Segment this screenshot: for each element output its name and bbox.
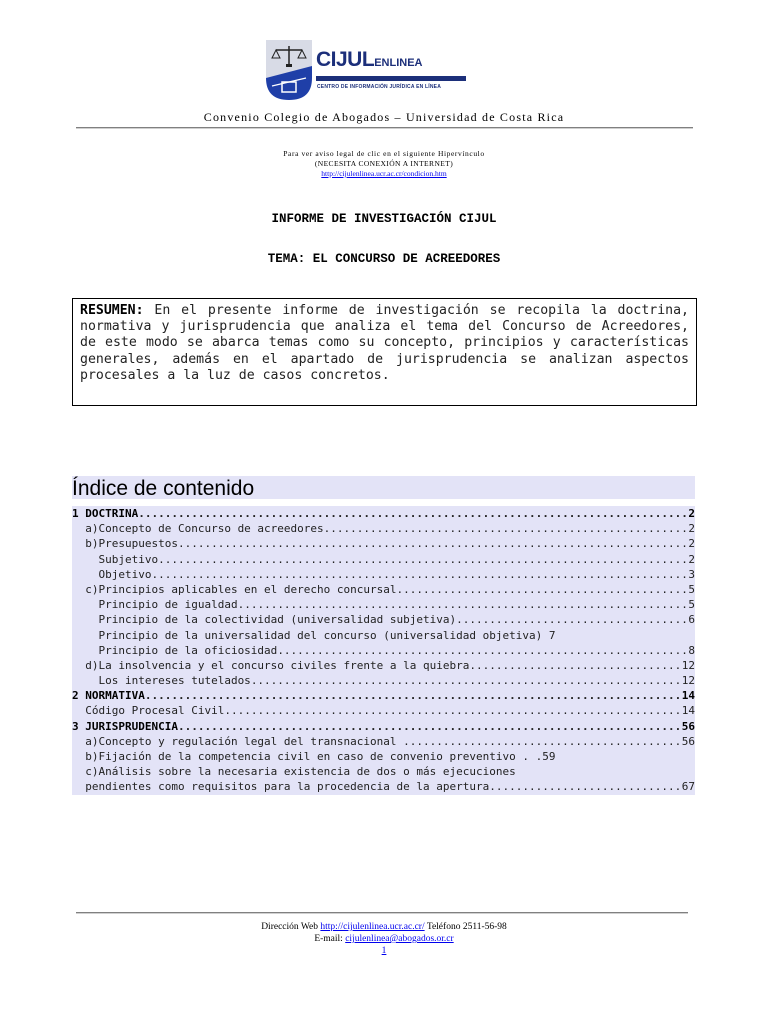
index-heading: Índice de contenido: [72, 476, 695, 499]
toc-leader-dots: [178, 719, 681, 734]
phone-text: Teléfono 2511-56-98: [424, 922, 507, 932]
footer-web-line: [0, 921, 768, 933]
report-topic: TEMA: EL CONCURSO DE ACREEDORES: [267, 252, 501, 266]
legal-link-wrapper: [0, 169, 768, 179]
toc-entry-label: c)Principios aplicables en el derecho concursal: [72, 582, 397, 596]
toc-entry-page: 8: [688, 643, 695, 657]
toc-leader-dots: [403, 734, 681, 749]
toc-entry-page: 12: [681, 674, 695, 688]
toc-entry[interactable]: [72, 779, 695, 794]
toc-entry-page: 2: [688, 507, 695, 520]
toc-entry-label: b)Fijación de la competencia civil en caso de convenio preventivo . .59: [72, 750, 556, 763]
toc-entry[interactable]: [72, 628, 695, 643]
toc-leader-dots: [456, 612, 687, 627]
toc-entry[interactable]: [72, 521, 695, 536]
connection-note: (NECESITA CONEXIÓN A INTERNET): [314, 159, 454, 168]
legal-notice-link[interactable]: http://cijulenlinea.ucr.ac.cr/condicion.htm: [321, 169, 447, 178]
email-link[interactable]: cijulenlinea@abogados.or.cr: [345, 934, 454, 944]
toc-leader-dots: [151, 567, 687, 582]
toc-entry-label: Objetivo: [72, 567, 152, 581]
footer-divider: [76, 912, 688, 914]
toc-entry-label: Principio de la universalidad del concurso (universalidad objetiva) 7: [72, 628, 556, 642]
toc-leader-dots: [238, 597, 688, 612]
toc-entry[interactable]: [72, 734, 695, 749]
toc-entry[interactable]: [72, 552, 695, 567]
page-number[interactable]: 1: [381, 946, 387, 956]
toc-entry[interactable]: [72, 643, 695, 658]
toc-entry-page: 6: [688, 613, 695, 627]
summary-text: En el presente informe de investigación se recopila la doctrina, normativa y jurisprudencia que analiza el tema del Concurso de Acreedores, de este modo se abarca temas como su concepto, principios y características generales, además en el apartado de jurisprudencia se analizan aspectos procesales a la luz de casos concretos.: [80, 303, 689, 383]
toc-entry-page: 3: [688, 567, 695, 581]
toc-entry[interactable]: [72, 612, 695, 627]
logo-tagline: CENTRO DE INFORMACIÓN JURÍDICA EN LÍNEA: [317, 84, 442, 90]
toc-entry[interactable]: [72, 658, 695, 673]
toc-entry-label: d)La insolvencia y el concurso civiles frente a la quiebra: [72, 658, 470, 672]
toc-entry-label: b)Presupuestos: [72, 537, 178, 551]
toc-entry-page: 67: [681, 780, 695, 794]
toc-entry[interactable]: [72, 688, 695, 703]
toc-leader-dots: [489, 779, 681, 794]
toc-entry-label: 3 JURISPRUDENCIA: [72, 719, 178, 733]
toc-entry[interactable]: [72, 673, 695, 688]
toc-entry-label: Principio de la oficiosidad: [72, 643, 278, 657]
toc-entry-label: Código Procesal Civil: [72, 704, 225, 718]
toc-entry[interactable]: [72, 597, 695, 612]
toc-leader-dots: [324, 521, 688, 536]
toc-entry[interactable]: [72, 567, 695, 582]
toc-leader-dots: [178, 536, 687, 551]
toc-entry-page: 56: [681, 719, 695, 733]
toc-entry[interactable]: [72, 506, 695, 521]
footer-email-line: [0, 933, 768, 945]
summary-label: RESUMEN:: [80, 303, 144, 318]
toc-entry-label: 1 DOCTRINA: [72, 507, 139, 520]
toc-entry-page: 14: [681, 689, 695, 703]
toc-entry[interactable]: [72, 719, 695, 734]
toc-entry-label: Subjetivo: [72, 552, 159, 566]
cijul-logo: [264, 38, 469, 106]
toc-entry-label: Los intereses tutelados: [72, 674, 251, 688]
website-link[interactable]: http://cijulenlinea.ucr.ac.cr/: [320, 922, 425, 932]
toc-entry[interactable]: [72, 582, 695, 597]
toc-entry-label: 2 NORMATIVA: [72, 689, 145, 703]
toc-entry-page: 56: [681, 734, 695, 748]
report-title: INFORME DE INVESTIGACIÓN CIJUL: [271, 212, 497, 226]
toc-leader-dots: [145, 688, 681, 703]
shield-scales-icon: [264, 38, 314, 102]
convenio-line: Convenio Colegio de Abogados – Universidad de Costa Rica: [203, 110, 565, 124]
footer-page-line: [0, 945, 768, 957]
toc-entry[interactable]: [72, 764, 695, 779]
toc-entry-page: 14: [681, 704, 695, 718]
toc-entry-label: Principio de igualdad: [72, 598, 238, 612]
legal-notice-line: Para ver aviso legal de clic en el siguiente Hipervínculo: [283, 149, 485, 158]
toc-entry-page: 2: [688, 537, 695, 551]
toc-leader-dots: [138, 506, 687, 521]
toc-entry-page: 5: [688, 598, 695, 612]
toc-entry-label: pendientes como requisitos para la procedencia de la apertura: [72, 780, 490, 794]
toc-entry-page: 5: [688, 582, 695, 596]
toc-entry-label: a)Concepto y regulación legal del transnacional: [72, 734, 404, 748]
logo-bar: [316, 76, 466, 81]
toc-entry-page: 2: [688, 552, 695, 566]
email-label: E-mail:: [314, 934, 346, 944]
toc-leader-dots: [251, 673, 681, 688]
table-of-contents: [72, 506, 695, 795]
toc-entry-label: Principio de la colectividad (universalidad subjetiva): [72, 613, 457, 627]
toc-leader-dots: [277, 643, 687, 658]
toc-entry-label: c)Análisis sobre la necesaria existencia de dos o más ejecuciones: [72, 765, 516, 779]
toc-leader-dots: [224, 703, 680, 718]
toc-entry[interactable]: [72, 703, 695, 718]
toc-entry-label: a)Concepto de Concurso de acreedores: [72, 522, 324, 536]
toc-leader-dots: [397, 582, 688, 597]
toc-leader-dots: [158, 552, 687, 567]
toc-entry[interactable]: [72, 536, 695, 551]
web-label: Dirección Web: [261, 922, 321, 932]
toc-entry-page: 2: [688, 522, 695, 536]
summary-box: [72, 298, 697, 406]
toc-leader-dots: [469, 658, 680, 673]
logo-wordmark: CIJULENLINEA: [316, 48, 423, 71]
toc-entry-page: 12: [681, 658, 695, 672]
header-divider: [76, 127, 693, 129]
toc-entry[interactable]: [72, 749, 695, 764]
